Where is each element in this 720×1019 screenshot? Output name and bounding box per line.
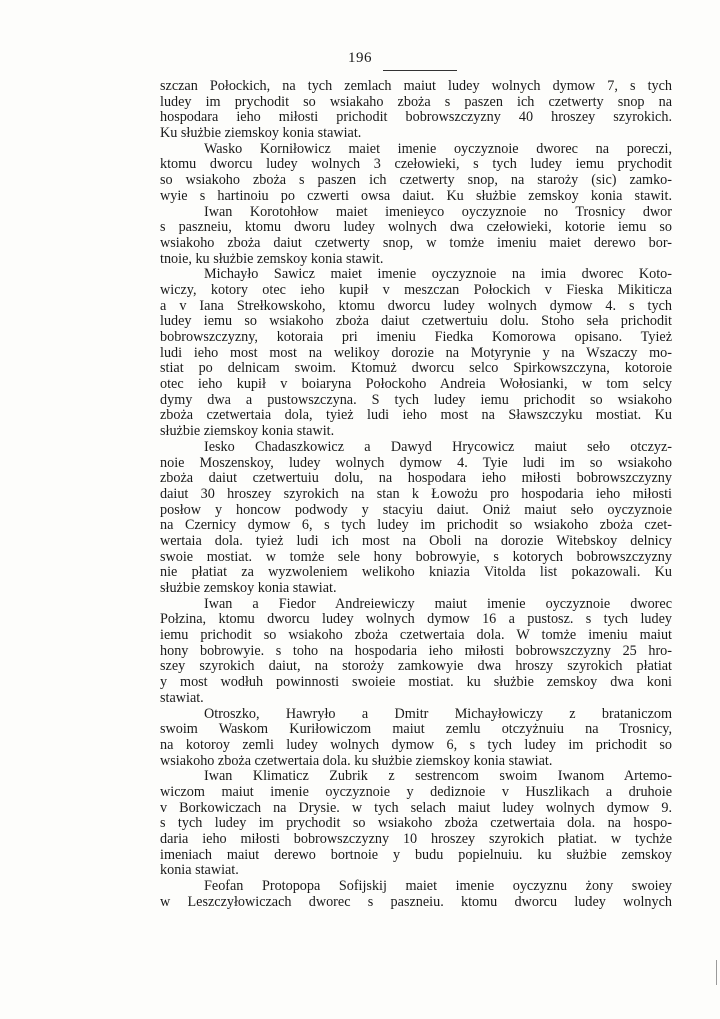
text-line: ludey im prychodit so wsiakaho zboża s paszen ich czetwerty snop na <box>160 94 672 110</box>
page-number-rule <box>383 70 457 71</box>
page-number: 196 <box>348 50 372 66</box>
text-line: wiczy, kotory otec ieho kupił v meszczan Połockich v Fieska Mikiticza <box>160 282 672 298</box>
text-line: zboża czetwertaia dola, tyież ludi ieho most na Sławszczyku mostiat. Ku <box>160 408 672 424</box>
text-line: wiczom maiut imenie oyczyznoie y dediznoie v Huszlikach a druhoie <box>160 784 672 800</box>
text-line: s tych ludey im prychodit so wsiakoho zboża czetwertaia dola. na hospo- <box>160 816 672 832</box>
text-line: Iesko Chadaszkowicz a Dawyd Hrycowicz maiut seło otczyz- <box>204 439 672 455</box>
text-line: tnoie, ku służbie zemskoy konia stawit. <box>160 251 384 267</box>
text-line: służbie ziemskoy konia stawit. <box>160 424 335 440</box>
text-line: Feofan Protopopa Sofijskij maiet imenie oyczyznu żony swoiey <box>204 879 672 895</box>
text-line: daiut 30 hroszey szyrokich na stan k Łowożu pro hospodaria ieho miłosti <box>160 486 672 502</box>
text-line: ludey iemu so wsiakoho zboża daiut czetwertuiu dolu. Stoho seła prichodit <box>160 314 672 330</box>
text-line: stiat po delnicam swoim. Ktomuż dworcu selco Spirkowszczyna, kotoroie <box>160 361 672 377</box>
text-line: v Borkowiczach na Drysie. w tych selach maiut ludey wolnych dymow 9. <box>160 800 672 816</box>
text-line: Michayło Sawicz maiet imenie oyczyznoie na imia dworec Koto- <box>204 267 672 283</box>
body-text <box>160 79 672 910</box>
text-line: wsiakoho zboża czetwertaia dola. ku służbie ziemskoy konia stawiat. <box>160 753 553 769</box>
text-line: Iwan a Fiedor Andreiewiczy maiut imenie oyczyznoie dworec <box>204 596 672 612</box>
text-line: na kotoroy zemli ludey wolnych dymow 6, s tych ludey im prichodit so <box>160 737 672 753</box>
scan-edge-mark <box>716 960 717 985</box>
text-line: Połzina, ktomu dworcu ludey wolnych dymow 16 a pustosz. s tych ludey <box>160 612 672 628</box>
text-line: Iwan Korotohłow maiet imenieyco oyczyznoie no Trosnicy dwor <box>204 204 672 220</box>
text-line: dymy dwa a pustowszczyna. S tych ludey iemu prichodit so wsiakoho <box>160 392 672 408</box>
text-line: nie płatiat za wyzwoleniem welikoho kniazia Vitolda list pokazowali. Ku <box>160 565 672 581</box>
text-line: swoie mostiat. w tomże sele hony bobrowyie, s kotorych bobrowszczyzny <box>160 549 672 565</box>
text-line: wertaia dola. tyież ludi ich most na Oboli na dorozie Witebskoy delnicy <box>160 533 672 549</box>
text-line: imeniach maiut derewo bortnoie y budu popielnuiu. ku służbie zemskoy <box>160 847 672 863</box>
text-line: swoim Waskom Kuriłowiczom maiut zemlu otczyżnuiu na Trosnicy, <box>160 722 672 738</box>
text-line: Otroszko, Hawryło a Dmitr Michayłowiczy z brataniczom <box>204 706 672 722</box>
text-line: stawiat. <box>160 690 204 706</box>
text-line: Ku służbie ziemskoy konia stawiat. <box>160 126 362 142</box>
text-line: hospodara ieho miłosti prichodit bobrowszczyzny 40 hroszey szyrokich. <box>160 110 672 126</box>
text-line: hony bobrowyie. s toho na hospodaria ieho miłosti bobrowszczyzny 25 hro- <box>160 643 672 659</box>
text-line: daria ieho miłosti bobrowszczyzny 10 hroszey szyrokich płatiat. w tychże <box>160 832 672 847</box>
text-line: w Leszczyłowiczach dworec s paszneiu. ktomu dworcu ludey wolnych <box>160 894 672 910</box>
text-line: y most wodłuh powinnosti swoieie mostiat. ku służbie zemskoy dwa koni <box>160 675 672 691</box>
text-line: so wsiakoho zboża s paszen ich czetwerty snop, na staroży (sic) zamko- <box>160 173 672 189</box>
text-line: szey szyrokich daiut, na storoży zamkowyie dwa hroszy szyrokich płatiat <box>160 659 672 675</box>
text-line: bobrowszczyzny, kotoraia pri imeniu Fiedka Komorowa opisano. Tyież <box>160 330 672 345</box>
text-line: otec ieho kupił v boiaryna Połockoho Andreia Wołosianki, w tom selcy <box>160 377 672 393</box>
text-line: na Czernicy dymow 6, s tych ludey im prichodit so wsiakoho zboża czet- <box>160 518 672 534</box>
text-line: konia stawiat. <box>160 863 239 879</box>
text-line: iemu prichodit so wsiakoho zboża czetwertaia dola. W tomże imeniu maiut <box>160 628 672 644</box>
text-line: ktomu dworcu ludey wolnych 3 czełowieki, s tych ludey iemu prychodit <box>160 157 672 173</box>
text-line: Wasko Korniłowicz maiet imenie oyczyznoie dworec na poreczi, <box>204 141 672 157</box>
text-line: służbie zemskoy konia stawiat. <box>160 581 337 596</box>
text-line: wyie s hartinoiu po czwerti owsa daiut. Ku służbie zemskoy konia stawit. <box>160 188 672 204</box>
text-line: s paszneiu, ktomu dworu ludey wolnych dwa czełowieki, kotorie iemu so <box>160 220 672 236</box>
text-line: zboża daiut czetwertuiu dolu, na hospodara ieho miłosti bobrowszczyzny <box>160 471 672 487</box>
text-line: a v Iana Strełkowskoho, ktomu dworcu ludey wolnych dymow 4. s tych <box>160 298 672 314</box>
text-line: ludi ieho most most na welikoy dorozie na Motyrynie y na Wszaczy mo- <box>160 345 672 361</box>
text-line: wsiakoho zboża daiut czetwerty snop, w tomże imeniu maiet derewo bor- <box>160 235 672 251</box>
text-line: posłow y honcow podwody y stacyiu daiut. Oniż maiut seło oyczyznoie <box>160 502 672 518</box>
text-line: Iwan Klimaticz Zubrik z sestrencom swoim Iwanom Artemo- <box>204 769 672 785</box>
text-line: noie Moszenskoy, ludey wolnych dymow 4. Tyie ludi im so wsiakoho <box>160 455 672 471</box>
text-line: szczan Połockich, na tych zemlach maiut ludey wolnych dymow 7, s tych <box>160 79 672 94</box>
